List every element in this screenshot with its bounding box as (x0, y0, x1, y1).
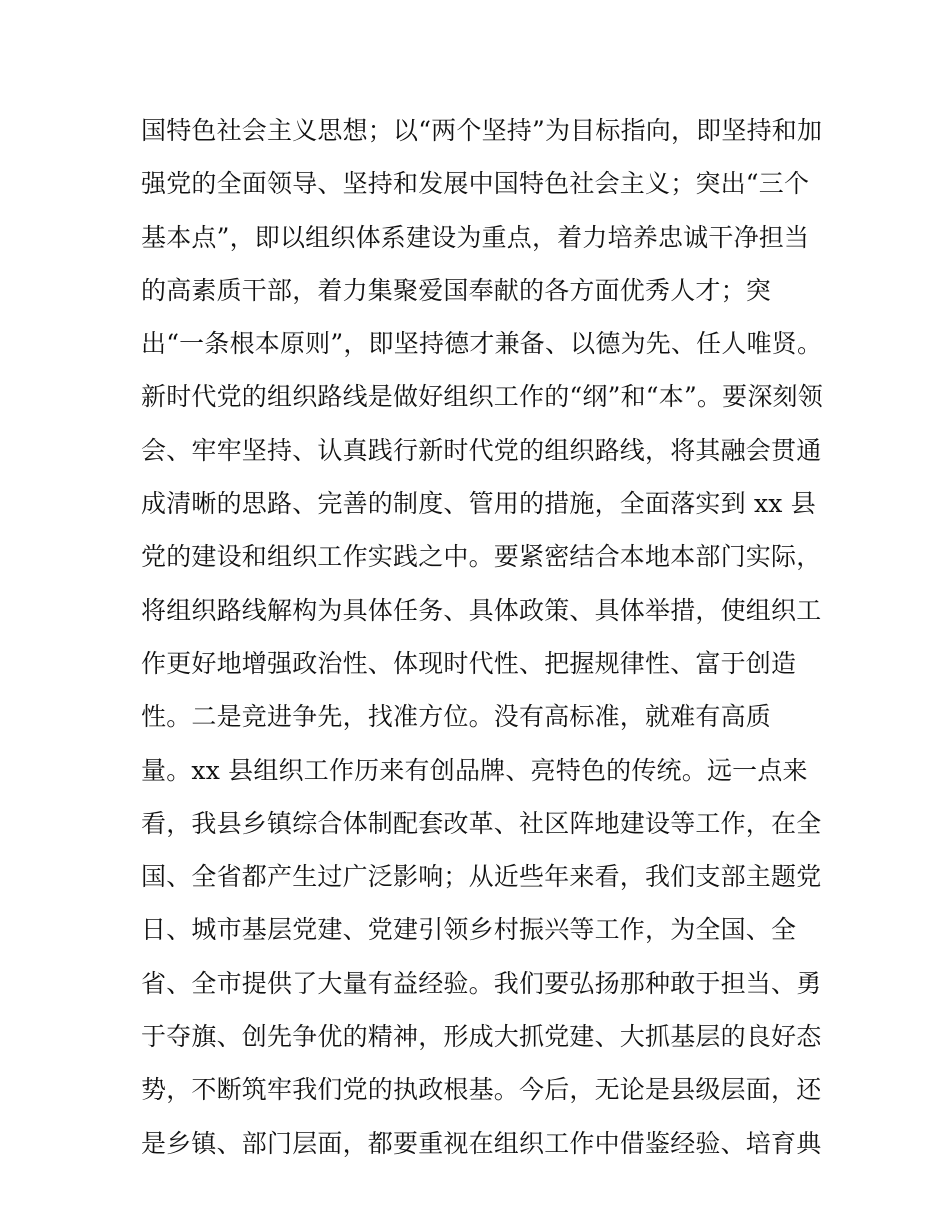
text-line-9: 党的建设和组织工作实践之中。要紧密结合本地本部门实际， (141, 542, 822, 572)
text-line-2: 强党的全面领导、坚持和发展中国特色社会主义；突出“三个 (141, 169, 810, 199)
text-line-15: 国、全省都产生过广泛影响；从近些年来看，我们支部主题党 (141, 862, 822, 892)
text-line-14: 看，我县乡镇综合体制配套改革、社区阵地建设等工作，在全 (141, 808, 822, 838)
document-body-text (141, 104, 821, 1170)
text-line-16: 日、城市基层党建、党建引领乡村振兴等工作，为全国、全 (141, 915, 797, 945)
text-line-1: 国特色社会主义思想；以“两个坚持”为目标指向，即坚持和加 (141, 116, 823, 145)
text-line-5: 出“一条根本原则”，即坚持德才兼备、以德为先、任人唯贤。 (141, 329, 823, 359)
text-line-7: 会、牢牢坚持、认真践行新时代党的组织路线，将其融会贯通 (141, 435, 822, 465)
text-line-12: 性。二是竞进争先，找准方位。没有高标准，就难有高质 (141, 702, 772, 732)
text-line-10: 将组织路线解构为具体任务、具体政策、具体举措，使组织工 (141, 595, 822, 625)
text-line-3: 基本点”，即以组织体系建设为重点，着力培养忠诚干净担当 (141, 222, 810, 252)
text-line-11: 作更好地增强政治性、体现时代性、把握规律性、富于创造 (141, 648, 797, 678)
text-line-19: 势，不断筑牢我们党的执政根基。今后，无论是县级层面，还 (141, 1075, 822, 1105)
text-line-20: 是乡镇、部门层面，都要重视在组织工作中借鉴经验、培育典 (141, 1128, 822, 1158)
text-line-18: 于夺旗、创先争优的精神，形成大抓党建、大抓基层的良好态 (141, 1022, 822, 1052)
text-line-8: 成清晰的思路、完善的制度、管用的措施，全面落实到 xx 县 (141, 489, 816, 519)
text-line-13: 量。xx 县组织工作历来有创品牌、亮特色的传统。远一点来 (141, 755, 808, 785)
text-line-4: 的高素质干部，着力集聚爱国奉献的各方面优秀人才；突 (141, 275, 772, 305)
text-line-6: 新时代党的组织路线是做好组织工作的“纲”和“本”。要深刻领 (141, 382, 823, 412)
text-line-17: 省、全市提供了大量有益经验。我们要弘扬那种敢于担当、勇 (141, 968, 822, 998)
